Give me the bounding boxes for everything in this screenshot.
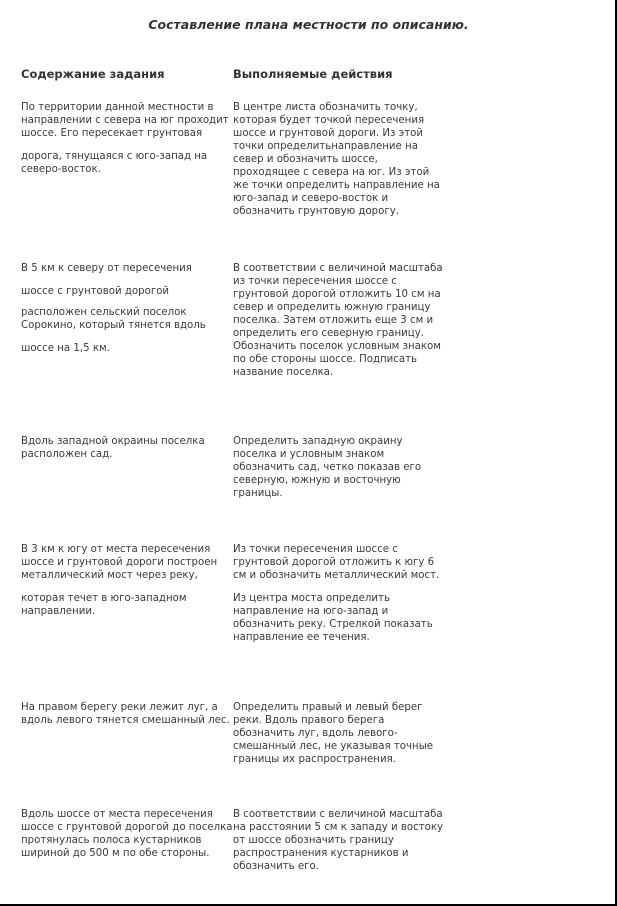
task-paragraph: которая течет в юго-западном направлении. — [21, 593, 187, 617]
task-paragraph: шоссе с грунтовой дорогой — [21, 286, 170, 297]
action-paragraph: Из центра моста определить направление на юго-запад и обозначить реку. Стрелкой показать направление ее течения. — [233, 593, 433, 643]
task-paragraph: В 3 км к югу от места пересечения шоссе и грунтовой дороги построен металлический мост через реку, — [21, 544, 218, 581]
action-cell — [233, 701, 445, 766]
task-paragraph: На правом берегу реки лежит луг, а вдоль левого тянется смешанный лес. — [21, 702, 230, 726]
action-paragraph: В соответствии с величиной масштаба из точки пересечения шоссе с грунтовой дорогой отложить 10 см на север и определить южную границу поселка. Затем отложить еще 3 см и определить его северную границу. Обозначить поселок условным знаком по обе стороны шоссе. Подписать название поселка. — [233, 263, 443, 378]
action-paragraph: В центре листа обозначить точку, которая будет точкой пересечения шоссе и грунтовой дороги. Из этой точки определитьнаправление на север и обозначить шоссе, проходящее с севера на юг. Из этой же точки определить направление на юго-запад и северо-восток и обозначить грунтовую дорогу. — [233, 102, 440, 217]
task-paragraph: В 5 км к северу от пересечения — [21, 263, 192, 274]
task-cell — [21, 701, 236, 727]
action-cell — [233, 435, 445, 500]
task-cell — [21, 101, 236, 176]
action-cell — [233, 808, 445, 873]
task-paragraph: расположен сельский поселок Сорокино, который тянется вдоль — [21, 307, 206, 331]
action-paragraph: Определить правый и левый берег реки. Вдоль правого берега обозначить луг, вдоль левого-смешанный лес, не указывая точные границы их распространения. — [233, 702, 434, 765]
task-cell — [21, 808, 236, 860]
task-cell — [21, 543, 236, 618]
task-cell — [21, 262, 236, 355]
task-paragraph: шоссе на 1,5 км. — [21, 343, 110, 354]
action-paragraph: Определить западную окраину поселка и условным знаком обозначить сад, четко показав его северную, южную и восточную границы. — [233, 436, 422, 499]
task-paragraph: дорога, тянущаяся с юго-запад на северо-восток. — [21, 151, 208, 175]
action-cell — [233, 543, 445, 644]
task-paragraph: По территории данной местности в направлении с севера на юг проходит шоссе. Его пересекает грунтовая — [21, 102, 229, 139]
action-paragraph: В соответствии с величиной масштаба на расстоянии 5 см к западу и востоку от шоссе обозначить границу распространения кустарников и обозначить его. — [233, 809, 444, 872]
column-header-task: Содержание задания — [21, 67, 165, 81]
task-cell — [21, 435, 236, 461]
task-paragraph: Вдоль западной окраины поселка расположен сад. — [21, 436, 205, 460]
action-cell — [233, 262, 445, 379]
column-header-actions: Выполняемые действия — [233, 67, 393, 81]
action-cell — [233, 101, 445, 218]
action-paragraph: Из точки пересечения шоссе с грунтовой дорогой отложить к югу 6 см и обозначить металлический мост. — [233, 544, 440, 581]
page-title: Составление плана местности по описанию. — [148, 17, 469, 32]
task-paragraph: Вдоль шоссе от места пересечения шоссе с грунтовой дорогой до поселка протянулась полоса кустарников шириной до 500 м по обе стороны. — [21, 809, 233, 859]
